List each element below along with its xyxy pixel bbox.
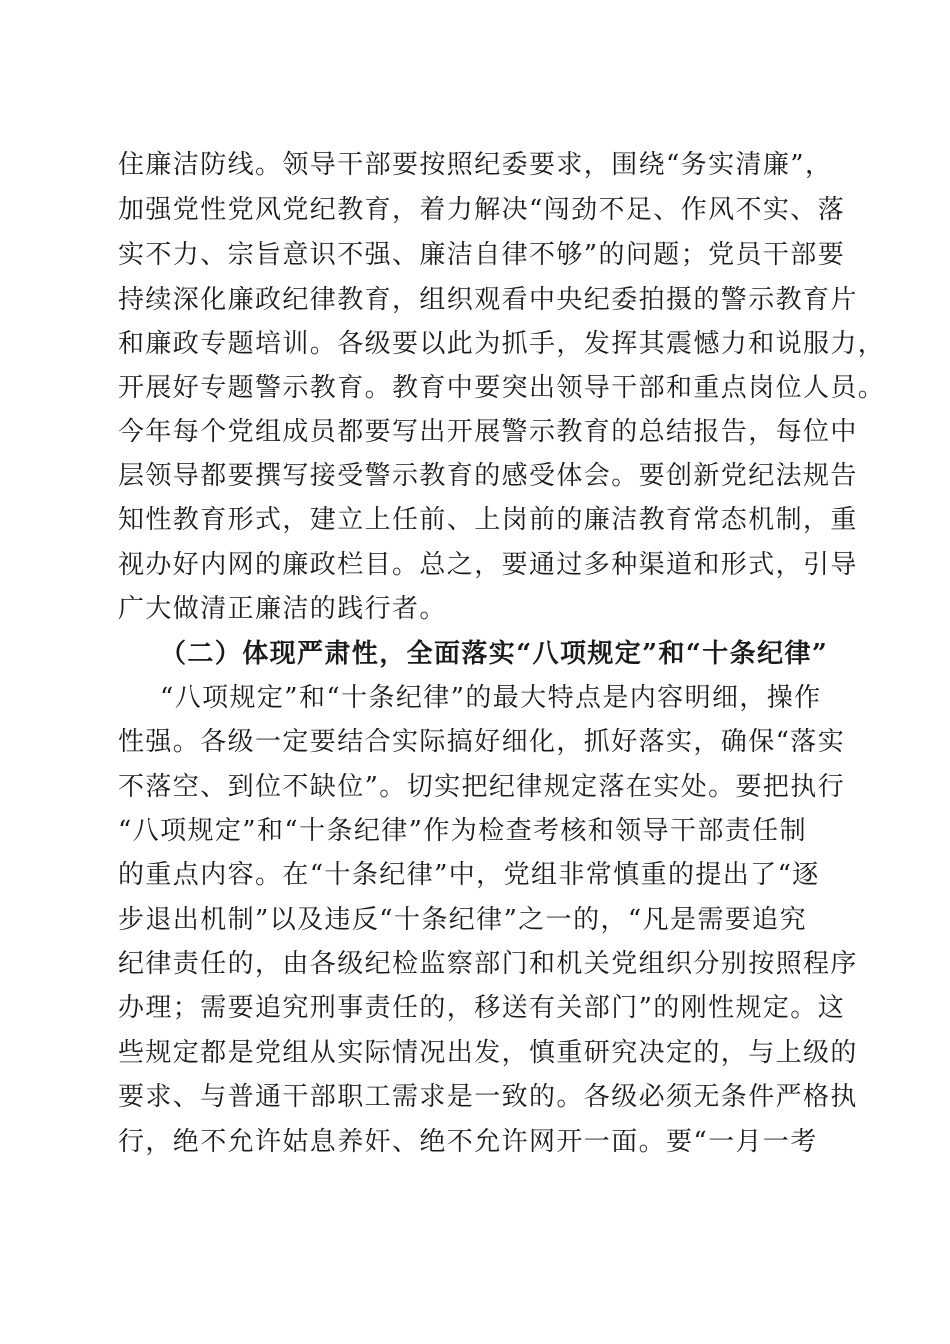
text-line: 实不力、宗旨意识不强、廉洁自律不够”的问题；党员干部要 <box>118 240 846 270</box>
text-line: 持续深化廉政纪律教育，组织观看中央纪委拍摄的警示教育片 <box>118 285 858 315</box>
text-line: “八项规定”和“十条纪律”作为检查考核和领导干部责任制 <box>118 816 807 846</box>
text-line: 要求、与普通干部职工需求是一致的。各级必须无条件严格执 <box>118 1082 858 1112</box>
text-line: 层领导都要撰写接受警示教育的感受体会。要创新党纪法规告 <box>118 461 858 491</box>
text-line: 今年每个党组成员都要写出开展警示教育的总结报告，每位中 <box>118 417 858 447</box>
text-line: 加强党性党风党纪教育，着力解决“闯劲不足、作风不实、落 <box>118 195 846 225</box>
text-line: 些规定都是党组从实际情况出发，慎重研究决定的，与上级的 <box>118 1038 858 1068</box>
text-line: 的重点内容。在“十条纪律”中，党组非常慎重的提出了“逐 <box>118 860 820 890</box>
text-line: 视办好内网的廉政栏目。总之，要通过多种渠道和形式，引导 <box>118 550 858 580</box>
text-line: 住廉洁防线。领导干部要按照纪委要求，围绕“务实清廉”， <box>118 150 833 180</box>
text-line: 步退出机制”以及违反“十条纪律”之一的，“凡是需要追究 <box>118 905 807 935</box>
text-line: 不落空、到位不缺位”。切实把纪律规定落在实处。要把执行 <box>118 772 846 802</box>
text-line: 知性教育形式，建立上任前、上岗前的廉洁教育常态机制，重 <box>118 505 858 535</box>
text-line: “八项规定”和“十条纪律”的最大特点是内容明细，操作 <box>160 683 822 713</box>
text-line: 纪律责任的，由各级纪检监察部门和机关党组织分别按照程序 <box>118 949 858 979</box>
text-line: 办理；需要追究刑事责任的，移送有关部门”的刚性规定。这 <box>118 993 846 1023</box>
text-line: 开展好专题警示教育。教育中要突出领导干部和重点岗位人员。 <box>118 373 886 403</box>
text-line: 广大做清正廉洁的践行者。 <box>118 594 447 624</box>
text-line: 行，绝不允许姑息养奸、绝不允许网开一面。要“一月一考 <box>118 1127 818 1157</box>
text-line: 性强。各级一定要结合实际搞好细化，抓好落实，确保“落实 <box>118 727 846 757</box>
text-line: 和廉政专题培训。各级要以此为抓手，发挥其震憾力和说服力， <box>118 329 886 359</box>
section-heading: （二）体现严肃性，全面落实“八项规定”和“十条纪律” <box>160 639 829 669</box>
